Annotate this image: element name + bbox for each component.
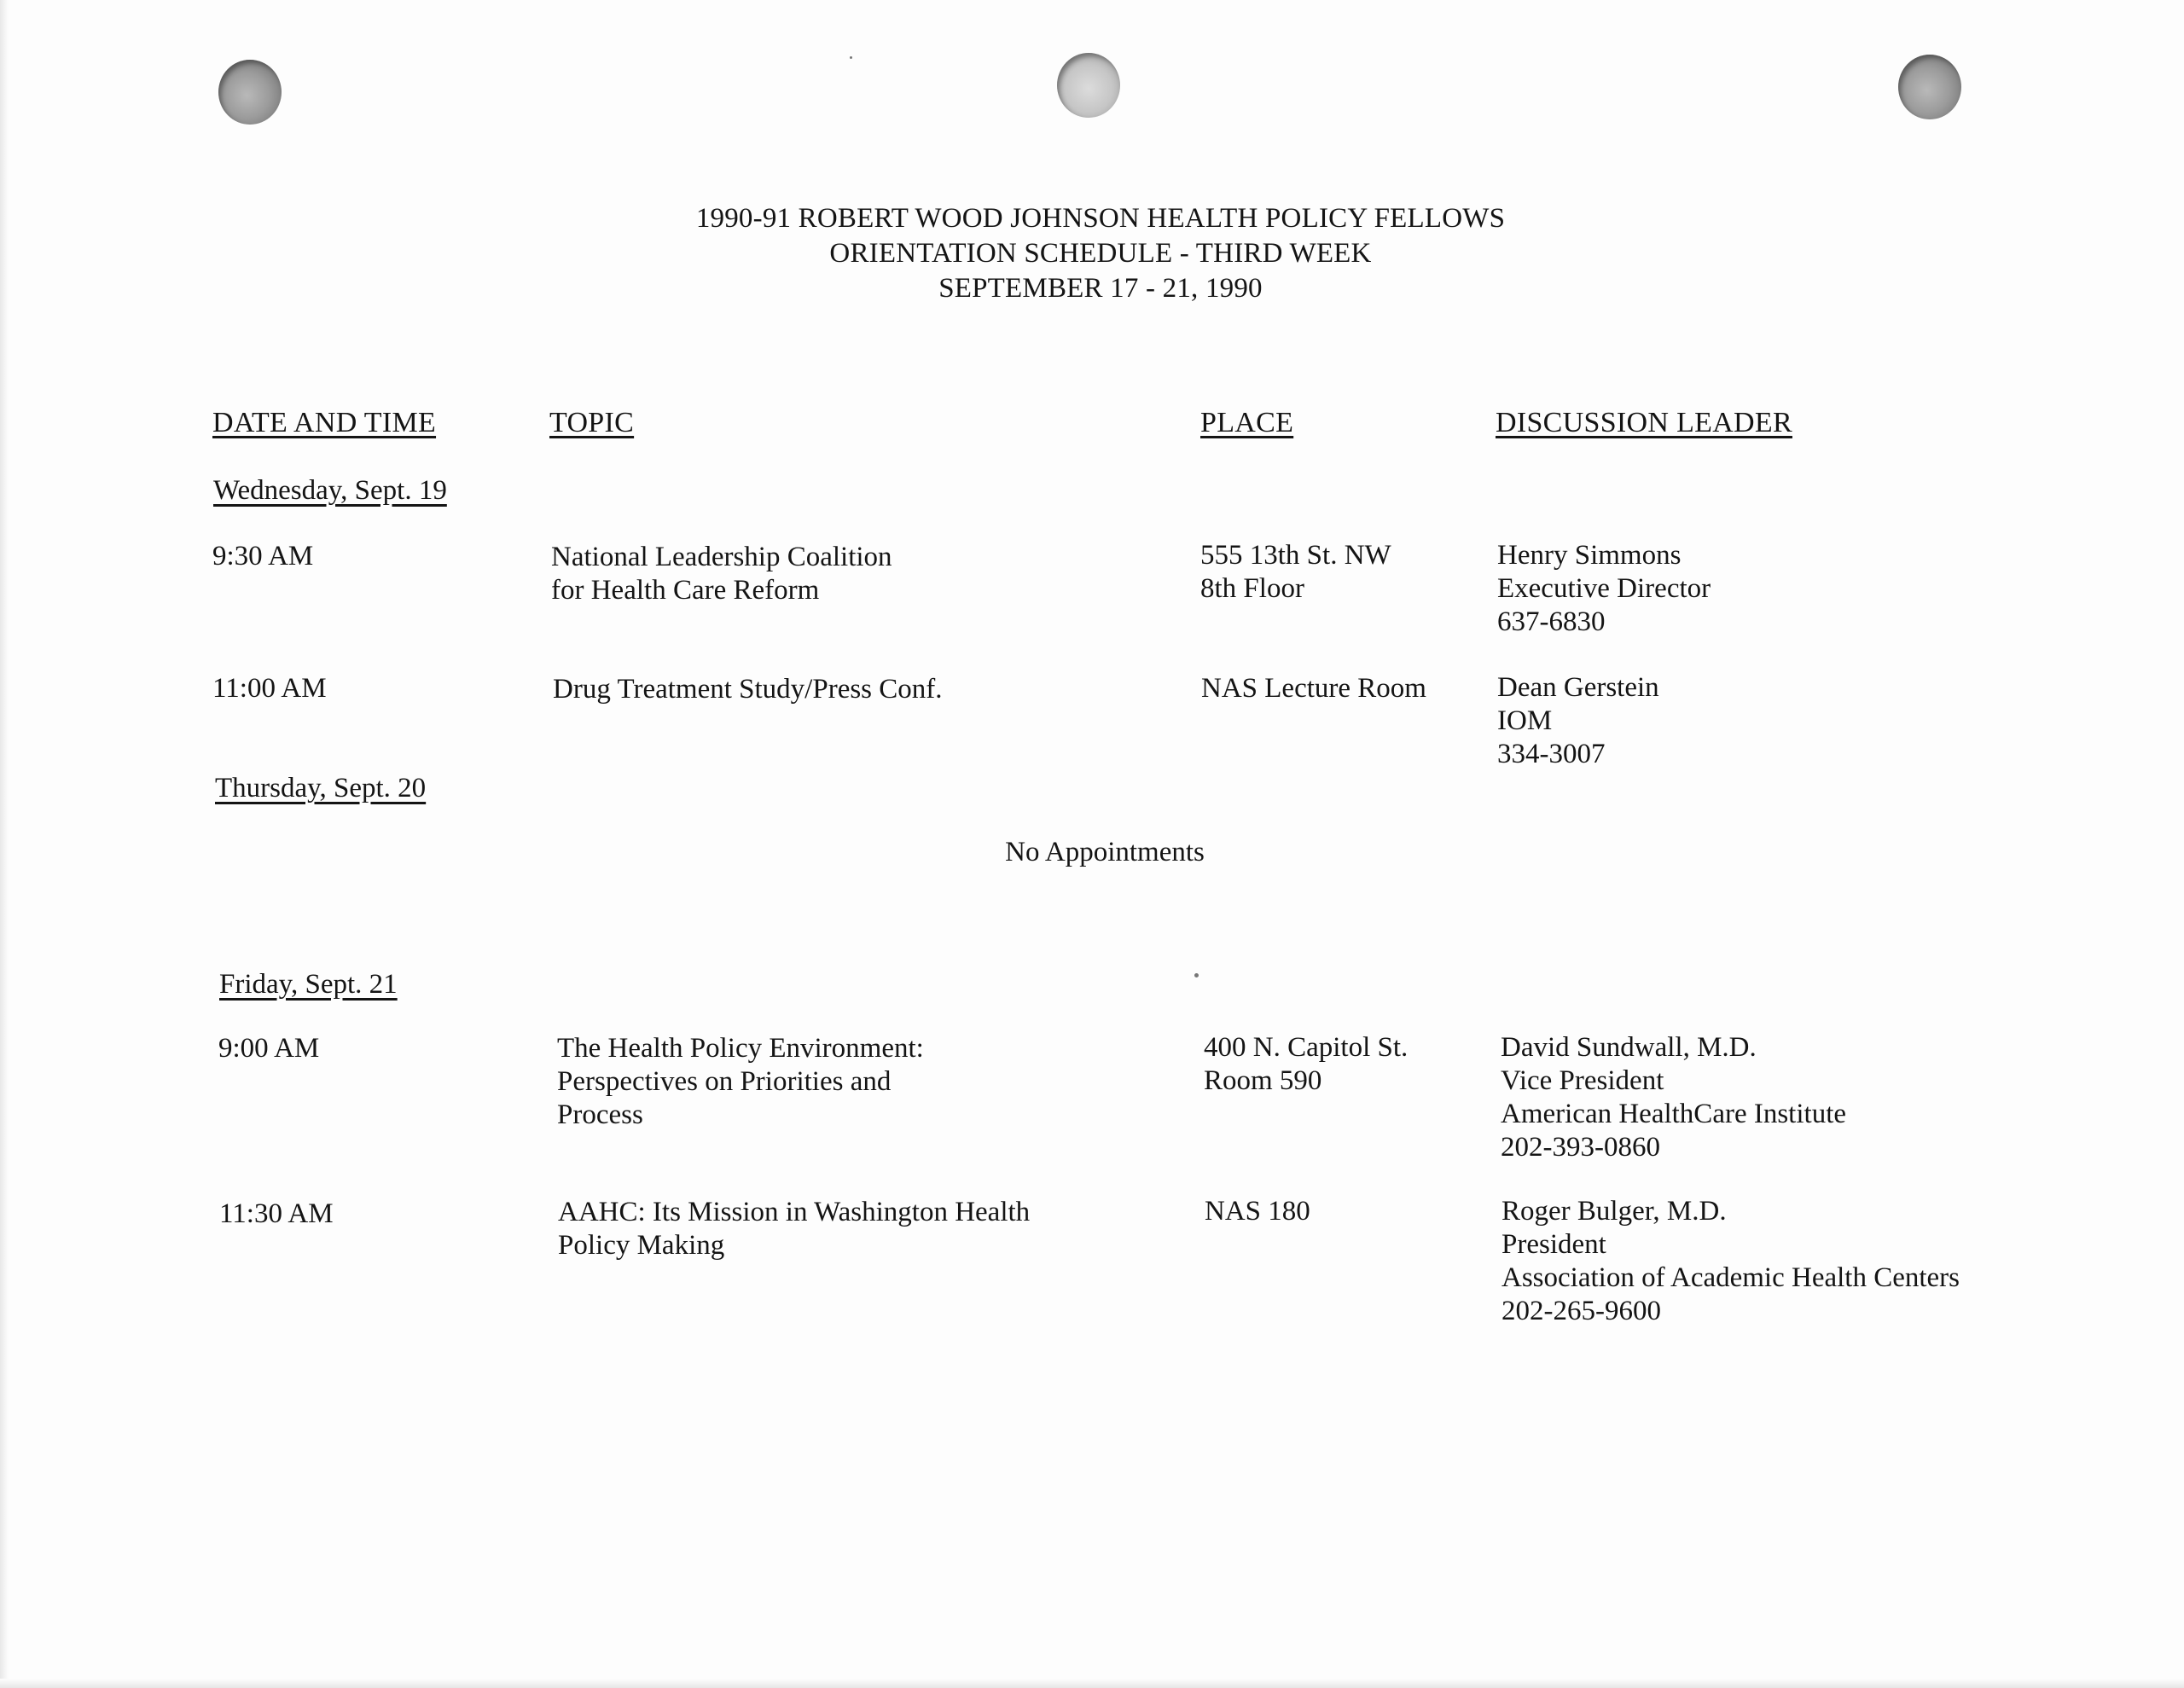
session-leader [1502,1195,1960,1328]
column-header-discussion-leader: DISCUSSION LEADER [1496,407,1792,438]
day-heading-wednesday: Wednesday, Sept. 19 [213,475,447,506]
scan-bottom-edge [0,1679,2184,1688]
place-line: 555 13th St. NW [1200,540,1391,571]
column-header-topic: TOPIC [549,407,635,438]
place-line: Room 590 [1204,1065,1322,1096]
document-title [0,201,2184,306]
topic-line: for Health Care Reform [551,575,820,606]
topic-line: AAHC: Its Mission in Washington Health [558,1197,1031,1227]
leader-line: American HealthCare Institute [1501,1099,1847,1129]
leader-line: 637-6830 [1497,606,1606,637]
topic-line: The Health Policy Environment: [557,1033,924,1064]
place-line: 400 N. Capitol St. [1204,1032,1409,1063]
topic-line: Policy Making [558,1230,725,1261]
session-leader [1501,1031,1846,1164]
session-place [1200,539,1391,606]
no-appointments-note: No Appointments [1005,837,1205,867]
topic-line: Drug Treatment Study/Press Conf. [553,674,943,705]
day-heading-friday: Friday, Sept. 21 [219,969,398,1000]
title-line-1: 1990-91 ROBERT WOOD JOHNSON HEALTH POLICY FELLOWS [695,203,1506,234]
place-line: 8th Floor [1200,573,1304,604]
session-leader [1497,671,1659,771]
punch-hole-left [218,60,282,125]
place-line: NAS 180 [1205,1196,1310,1227]
scan-speck [1194,973,1199,977]
session-place [1205,1195,1310,1228]
leader-line: 202-393-0860 [1501,1132,1660,1163]
session-time: 9:30 AM [212,541,314,571]
session-time: 9:00 AM [218,1033,320,1064]
scan-speck [850,56,852,59]
day-heading-thursday: Thursday, Sept. 20 [215,773,427,803]
leader-line: Vice President [1501,1065,1664,1096]
punch-hole-right [1898,55,1961,119]
leader-line: Dean Gerstein [1497,672,1659,703]
session-time: 11:30 AM [219,1198,334,1229]
leader-line: 334-3007 [1497,739,1606,769]
leader-line: IOM [1497,705,1553,736]
session-topic [551,541,892,607]
session-place [1201,672,1426,705]
leader-line: Executive Director [1497,573,1711,604]
session-time: 11:00 AM [212,673,327,704]
session-leader [1497,539,1711,639]
title-line-3: SEPTEMBER 17 - 21, 1990 [938,273,1263,304]
topic-line: Process [557,1099,643,1130]
topic-line: Perspectives on Priorities and [557,1066,892,1097]
session-topic [553,673,943,706]
session-topic [557,1032,924,1132]
place-line: NAS Lecture Room [1201,673,1426,704]
session-topic [558,1196,1030,1262]
column-header-date-time: DATE AND TIME [212,407,437,438]
column-header-place: PLACE [1200,407,1294,438]
leader-line: David Sundwall, M.D. [1501,1032,1757,1063]
leader-line: Roger Bulger, M.D. [1502,1196,1727,1227]
title-line-2: ORIENTATION SCHEDULE - THIRD WEEK [829,238,1372,269]
leader-line: 202-265-9600 [1502,1296,1661,1326]
punch-hole-center [1057,53,1120,118]
leader-line: Association of Academic Health Centers [1502,1262,1960,1293]
topic-line: National Leadership Coalition [551,542,892,572]
session-place [1204,1031,1408,1098]
leader-line: President [1502,1229,1606,1260]
leader-line: Henry Simmons [1497,540,1682,571]
